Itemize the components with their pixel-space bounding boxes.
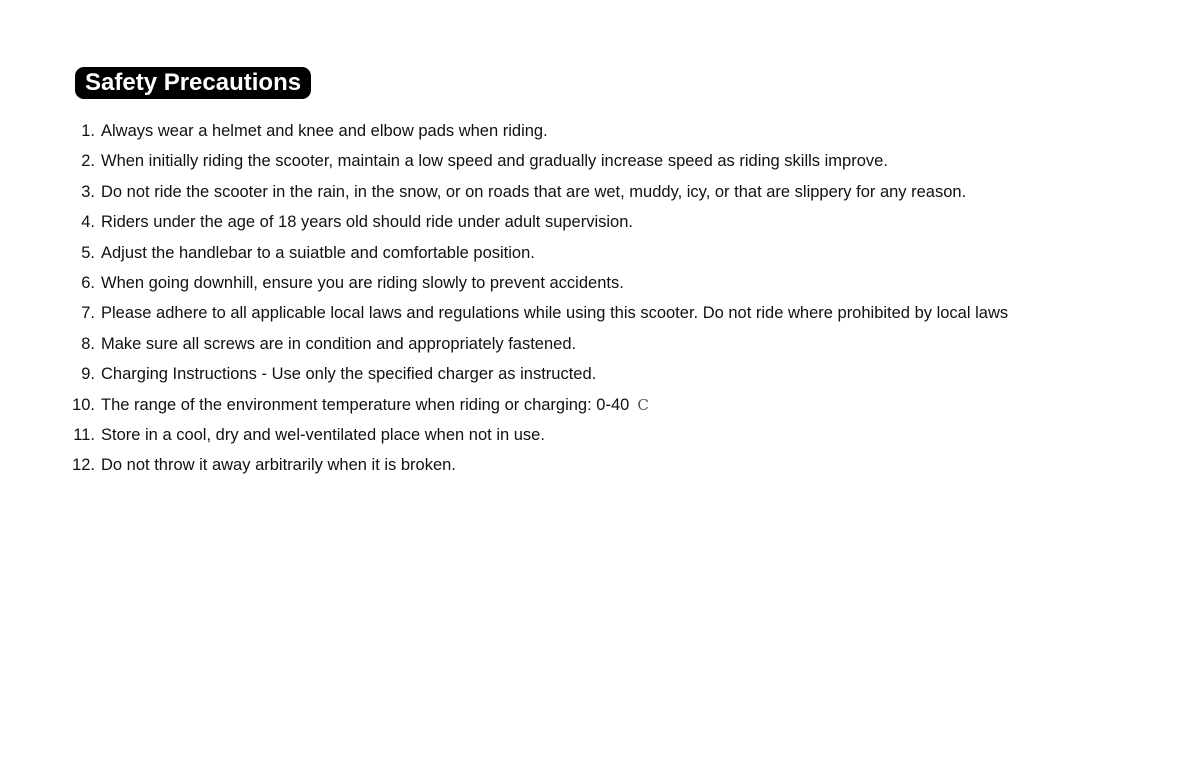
item-number: 11. (73, 425, 95, 444)
item-number: 2. (81, 152, 95, 171)
item-text: Do not ride the scooter in the rain, in the snow, or on roads that are wet, muddy, icy, or that are slippery for any reason. (101, 182, 967, 201)
section-title: Safety Precautions (75, 67, 311, 99)
item-number: 4. (81, 213, 95, 232)
item-text: Riders under the age of 18 years old should ride under adult supervision. (101, 213, 633, 232)
item-number: 7. (81, 304, 95, 323)
item-text: When going downhill, ensure you are riding slowly to prevent accidents. (101, 273, 624, 292)
list-item (0, 450, 1190, 480)
temperature-unit: C (637, 395, 649, 414)
item-number: 1. (81, 122, 95, 140)
item-number: 3. (81, 182, 95, 201)
list-item (0, 420, 1190, 450)
list-item (0, 207, 1190, 237)
list-item (0, 268, 1190, 298)
item-text (101, 390, 649, 420)
item-text: Always wear a helmet and knee and elbow pads when riding. (101, 122, 548, 140)
safety-list (0, 116, 1190, 481)
item-text: Do not throw it away arbitrarily when it is broken. (101, 456, 456, 475)
item-number: 8. (81, 334, 95, 353)
item-text: Charging Instructions - Use only the specified charger as instructed. (101, 365, 597, 384)
list-item (0, 146, 1190, 176)
item-text-main: The range of the environment temperature when riding or charging: 0-40 (101, 395, 630, 414)
item-text: Store in a cool, dry and wel-ventilated place when not in use. (101, 425, 545, 444)
list-item (0, 298, 1190, 328)
item-number: 9. (81, 365, 95, 384)
item-number: 12. (72, 456, 95, 475)
list-item (0, 116, 1190, 146)
item-text: When initially riding the scooter, maintain a low speed and gradually increase speed as riding skills improve. (101, 152, 888, 171)
list-item (0, 238, 1190, 268)
item-text: Adjust the handlebar to a suiatble and comfortable position. (101, 243, 535, 262)
item-number: 6. (81, 273, 95, 292)
list-item (0, 359, 1190, 389)
list-item (0, 177, 1190, 207)
item-text: Please adhere to all applicable local laws and regulations while using this scooter. Do not ride where prohibited by local laws (101, 304, 1009, 323)
item-number: 5. (81, 243, 95, 262)
item-number: 10. (72, 395, 95, 414)
item-text: Make sure all screws are in condition and appropriately fastened. (101, 334, 577, 353)
list-item (0, 329, 1190, 359)
list-item (0, 390, 1190, 420)
